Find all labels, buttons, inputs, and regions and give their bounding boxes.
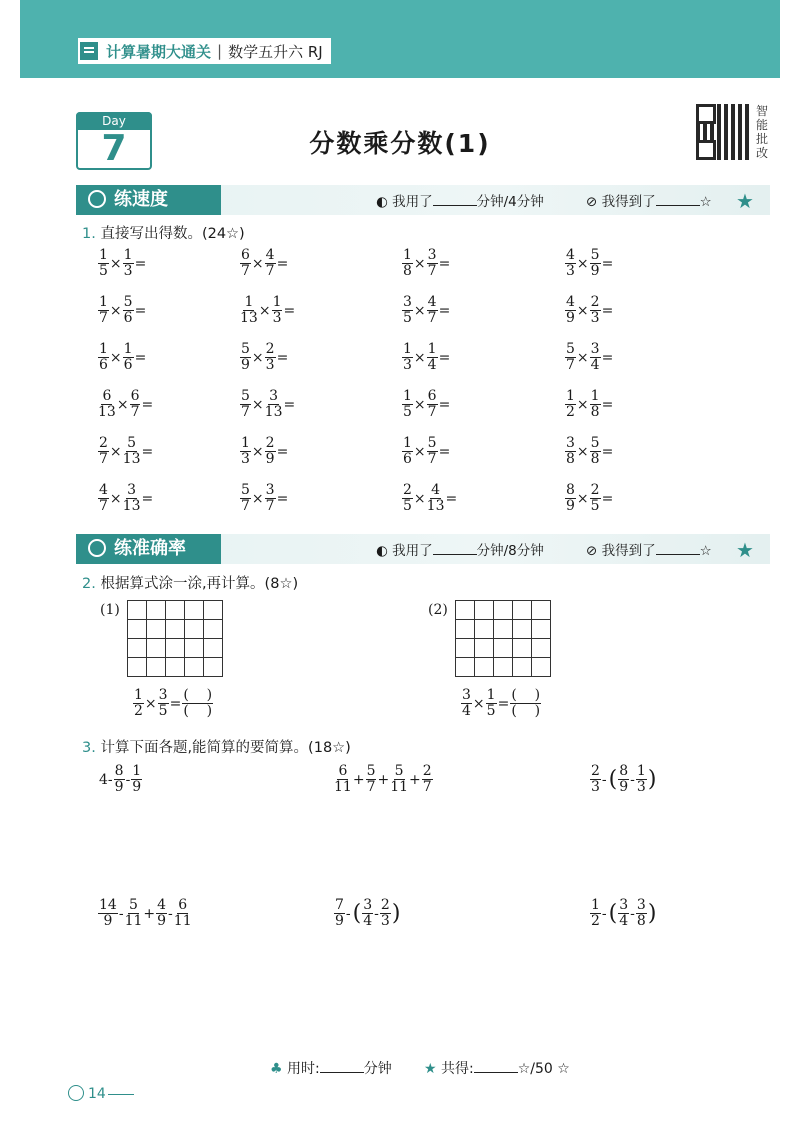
grid-cell[interactable] — [147, 601, 166, 620]
answer-box-2[interactable]: $\frac{( )}{( )}$ — [511, 687, 541, 719]
q1-problem: $\frac{1}{3}$ × $\frac{2}{9}$ = — [241, 435, 289, 467]
score-suffix-2: ☆ — [699, 543, 712, 559]
total-label: 共得: — [441, 1061, 474, 1077]
used-prefix: 我用了 — [392, 194, 433, 210]
section-accuracy-label: 练准确率 — [114, 538, 186, 559]
q1-heading — [82, 222, 245, 243]
book-icon — [78, 40, 100, 62]
breadcrumb-divider: | — [217, 42, 223, 60]
grid-cell[interactable] — [147, 658, 166, 677]
q1-problem: $\frac{1}{2}$ × $\frac{1}{8}$ = — [566, 388, 614, 420]
breadcrumb — [78, 38, 331, 64]
grid-cell[interactable] — [166, 601, 185, 620]
used-prefix-2: 我用了 — [392, 543, 433, 559]
grid-cell[interactable] — [532, 658, 551, 677]
q1-problem: $\frac{4}{7}$ × $\frac{3}{13}$ = — [99, 482, 154, 514]
q1-problem: $\frac{3}{8}$ × $\frac{5}{8}$ = — [566, 435, 614, 467]
time-label: 用时: — [287, 1061, 320, 1077]
grid-cell[interactable] — [475, 601, 494, 620]
footer-time-blank[interactable] — [320, 1060, 364, 1073]
section-speed-label: 练速度 — [114, 189, 168, 210]
target-icon — [88, 539, 106, 557]
q3-expr-4: $\frac{14}{9}$ - $\frac{5}{11}$ + $\frac{4}{9}$ - $\frac{6}{11}$ — [99, 897, 192, 929]
time-used-field: ◐ 我用了 分钟/4分钟 — [376, 194, 544, 210]
score-blank[interactable] — [656, 193, 700, 206]
q3-expr-6: $\frac{1}{2}$ -( $\frac{3}{4}$ - $\frac{3}{8}$ ) — [591, 897, 657, 929]
q1-problem: $\frac{2}{7}$ × $\frac{5}{13}$ = — [99, 435, 154, 467]
grid-cell[interactable] — [166, 639, 185, 658]
q1-problem: $\frac{1}{13}$ × $\frac{1}{3}$ = — [240, 294, 296, 326]
q1-text: 直接写出得数。(24☆) — [100, 226, 245, 242]
q2-part1-label: (1) — [100, 602, 120, 618]
used-suffix-2: 分钟/8分钟 — [476, 543, 544, 559]
q1-problem: $\frac{5}{7}$ × $\frac{3}{7}$ = — [241, 482, 289, 514]
grid-cell[interactable] — [513, 658, 532, 677]
grid-cell[interactable] — [204, 639, 223, 658]
score-field: ⊘ 我得到了 ☆ — [586, 194, 712, 210]
series-title: 计算暑期大通关 — [106, 42, 212, 61]
grid-cell[interactable] — [513, 620, 532, 639]
grid-cell[interactable] — [494, 658, 513, 677]
grid-cell[interactable] — [456, 658, 475, 677]
q3-text: 计算下面各题,能简算的要简算。(18☆) — [100, 740, 351, 756]
footer-total-blank[interactable] — [474, 1060, 518, 1073]
score-prefix: 我得到了 — [601, 194, 656, 210]
answer-box[interactable]: $\frac{( )}{( )}$ — [183, 687, 213, 719]
grid-cell[interactable] — [475, 658, 494, 677]
star-icon-2: ★ — [736, 538, 754, 562]
total-suffix: ☆/50 ☆ — [517, 1061, 570, 1077]
q1-problem: $\frac{2}{5}$ × $\frac{4}{13}$ = — [403, 482, 458, 514]
page-number-text: 14 — [88, 1086, 106, 1102]
grid-cell[interactable] — [147, 620, 166, 639]
score-suffix: ☆ — [699, 194, 712, 210]
star-footer-icon: ★ — [424, 1061, 437, 1077]
grid-cell[interactable] — [185, 658, 204, 677]
score-blank-2[interactable] — [656, 542, 700, 555]
q2-part2-label: (2) — [428, 602, 448, 618]
q1-problem: $\frac{1}{5}$ × $\frac{6}{7}$ = — [403, 388, 451, 420]
q3-expr-2: $\frac{6}{11}$ + $\frac{5}{7}$ + $\frac{5}{11}$ + $\frac{2}{7}$ — [334, 763, 432, 795]
q1-problem: $\frac{1}{5}$ × $\frac{1}{3}$ = — [99, 247, 147, 279]
qr-code-icon[interactable] — [696, 104, 752, 160]
grid-cell[interactable] — [456, 620, 475, 639]
time-used-field-2: ◐ 我用了 分钟/8分钟 — [376, 543, 544, 559]
grid-cell[interactable] — [513, 601, 532, 620]
grid-cell[interactable] — [166, 658, 185, 677]
grid-cell[interactable] — [494, 639, 513, 658]
q1-problem: $\frac{4}{9}$ × $\frac{2}{3}$ = — [566, 294, 614, 326]
q1-problem: $\frac{1}{8}$ × $\frac{3}{7}$ = — [403, 247, 451, 279]
footer-total — [424, 1058, 570, 1078]
grid-cell[interactable] — [128, 620, 147, 639]
score-prefix-2: 我得到了 — [601, 543, 656, 559]
star-icon: ★ — [736, 189, 754, 213]
q3-number: 3. — [82, 740, 96, 756]
q1-problem: $\frac{5}{9}$ × $\frac{2}{3}$ = — [241, 341, 289, 373]
grid-cell[interactable] — [185, 601, 204, 620]
time-blank-2[interactable] — [433, 542, 477, 555]
q1-problem: $\frac{8}{9}$ × $\frac{2}{5}$ = — [566, 482, 614, 514]
stopwatch-icon — [88, 190, 106, 208]
grid-cell[interactable] — [166, 620, 185, 639]
subject-title: 数学五升六 RJ — [228, 42, 323, 61]
q2-part1-grid[interactable] — [127, 600, 223, 677]
grid-cell[interactable] — [532, 639, 551, 658]
q1-problem: $\frac{1}{6}$ × $\frac{5}{7}$ = — [403, 435, 451, 467]
grid-cell[interactable] — [128, 658, 147, 677]
q2-part1-expr: $\frac{1}{2}$ × $\frac{3}{5}$ = $\frac{( )}{( )}$ — [134, 687, 213, 719]
q3-heading — [82, 736, 351, 757]
q1-problem: $\frac{3}{5}$ × $\frac{4}{7}$ = — [403, 294, 451, 326]
grid-cell[interactable] — [475, 620, 494, 639]
q1-problem: $\frac{6}{13}$ × $\frac{6}{7}$ = — [98, 388, 154, 420]
q1-number: 1. — [82, 226, 96, 242]
time-blank[interactable] — [433, 193, 477, 206]
q2-part2-expr: $\frac{3}{4}$ × $\frac{1}{5}$ = $\frac{( )}{( )}$ — [462, 687, 541, 719]
grid-cell[interactable] — [456, 601, 475, 620]
grid-cell[interactable] — [204, 658, 223, 677]
section-accuracy-tag — [76, 534, 221, 564]
grid-cell[interactable] — [128, 639, 147, 658]
used-suffix: 分钟/4分钟 — [476, 194, 544, 210]
time-unit: 分钟 — [363, 1061, 392, 1077]
q1-problem: $\frac{4}{3}$ × $\frac{5}{9}$ = — [566, 247, 614, 279]
q3-expr-1: 4- $\frac{8}{9}$ - $\frac{1}{9}$ — [99, 763, 142, 795]
section-speed-band — [76, 185, 770, 215]
q2-number: 2. — [82, 576, 96, 592]
grid-cell[interactable] — [204, 620, 223, 639]
qr-caption: 智能批改 — [756, 104, 769, 160]
score-field-2: ⊘ 我得到了 ☆ — [586, 543, 712, 559]
grid-cell[interactable] — [494, 620, 513, 639]
q3-expr-3: $\frac{2}{3}$ -( $\frac{8}{9}$ - $\frac{1}{3}$ ) — [591, 763, 657, 795]
grid-cell[interactable] — [456, 639, 475, 658]
grid-cell[interactable] — [147, 639, 166, 658]
page-title: 分数乘分数(1) — [309, 129, 491, 158]
grid-cell[interactable] — [532, 601, 551, 620]
q1-problem: $\frac{1}{7}$ × $\frac{5}{6}$ = — [99, 294, 147, 326]
q1-problem: $\frac{1}{6}$ × $\frac{1}{6}$ = — [99, 341, 147, 373]
grid-cell[interactable] — [494, 601, 513, 620]
day-number: 7 — [101, 128, 127, 169]
q1-problem: $\frac{1}{3}$ × $\frac{1}{4}$ = — [403, 341, 451, 373]
q1-problem: $\frac{5}{7}$ × $\frac{3}{4}$ = — [566, 341, 614, 373]
sun-icon — [68, 1085, 84, 1101]
page-number — [68, 1085, 134, 1102]
grid-cell[interactable] — [204, 601, 223, 620]
top-banner — [20, 0, 780, 78]
q1-problem: $\frac{5}{7}$ × $\frac{3}{13}$ = — [241, 388, 296, 420]
grid-cell[interactable] — [475, 639, 494, 658]
section-speed-tag — [76, 185, 221, 215]
grid-cell[interactable] — [128, 601, 147, 620]
grid-cell[interactable] — [185, 639, 204, 658]
q2-part2-grid[interactable] — [455, 600, 551, 677]
grid-cell[interactable] — [532, 620, 551, 639]
q2-heading — [82, 572, 298, 593]
day-label: Day — [76, 112, 152, 130]
q3-expr-5: $\frac{7}{9}$ -( $\frac{3}{4}$ - $\frac{2}{3}$ ) — [335, 897, 401, 929]
footer-time — [270, 1058, 392, 1078]
grid-cell[interactable] — [185, 620, 204, 639]
q2-text: 根据算式涂一涂,再计算。(8☆) — [100, 576, 299, 592]
leaf-icon: ♣ — [270, 1061, 283, 1077]
section-accuracy-band — [76, 534, 770, 564]
grid-cell[interactable] — [513, 639, 532, 658]
q1-problem: $\frac{6}{7}$ × $\frac{4}{7}$ = — [241, 247, 289, 279]
